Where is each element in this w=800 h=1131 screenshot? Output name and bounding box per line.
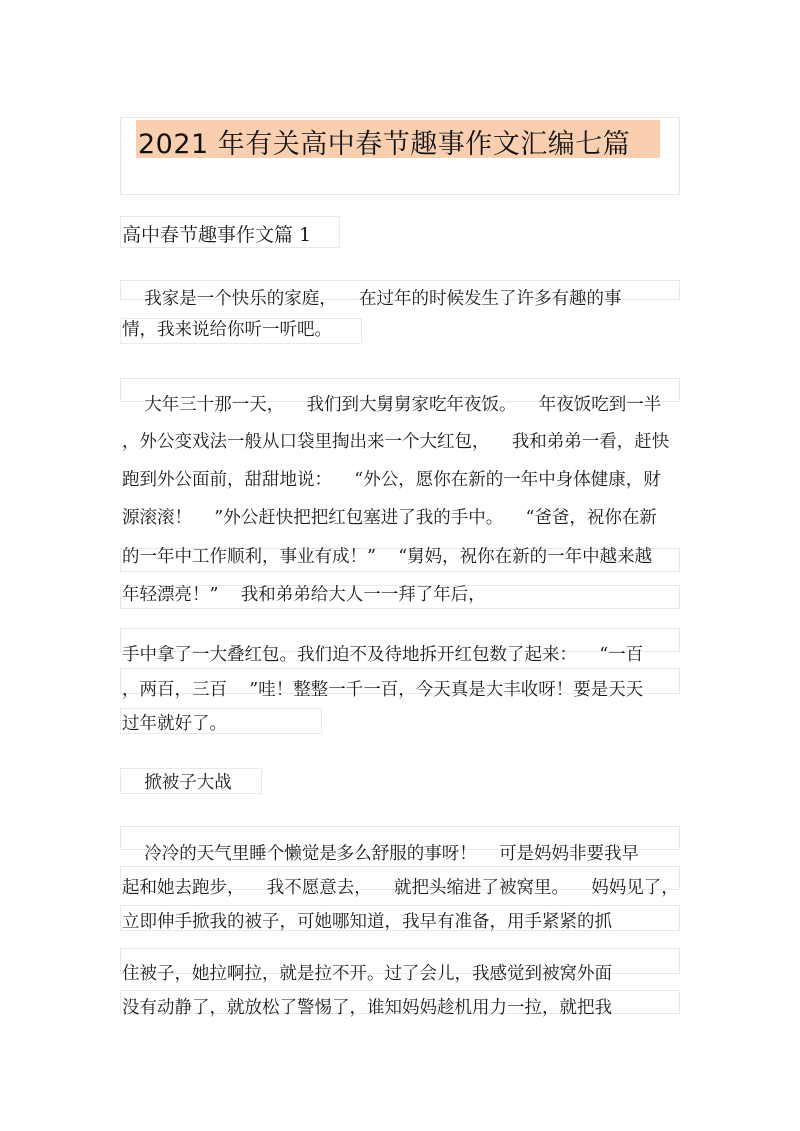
text-line: 住被子，她拉啊拉，就是拉不开。过了会儿，我感觉到被窝外面 <box>122 964 612 984</box>
text-line: 掀被子大战 <box>122 773 232 793</box>
text-line: 手中拿了一大叠红包。我们迫不及待地拆开红包数了起来： “一百 <box>122 645 644 665</box>
document-title: 2021 年有关高中春节趣事作文汇编七篇 <box>138 129 631 160</box>
text-line: 大年三十那一天， 我们到大舅舅家吃年夜饭。 年夜饭吃到一半 <box>122 395 662 415</box>
text-line: 我家是一个快乐的家庭， 在过年的时候发生了许多有趣的事 <box>122 289 622 309</box>
text-line: 冷冷的天气里睡个懒觉是多么舒服的事呀！ 可是妈妈非要我早 <box>122 844 639 864</box>
text-line: 起和她去跑步， 我不愿意去， 就把头缩进了被窝里。 妈妈见了， <box>122 878 679 898</box>
text-line: 立即伸手掀我的被子，可她哪知道，我早有准备，用手紧紧的抓 <box>122 912 612 932</box>
text-line: 情，我来说给你听一听吧。 <box>122 320 332 340</box>
text-line: 年轻漂亮！” 我和弟弟给大人一一拜了年后， <box>122 585 486 605</box>
text-line: ，外公变戏法一般从口袋里掏出来一个大红包， 我和弟弟一看，赶快 <box>122 432 670 452</box>
text-line: 过年就好了。 <box>122 714 227 734</box>
text-line: ，两百，三百 ”哇！整整一千一百，今天真是大丰收呀！要是天天 <box>122 680 644 700</box>
text-line: 跑到外公面前，甜甜地说： “外公，愿你在新的一年中身体健康，财 <box>122 470 661 490</box>
text-line: 源滚滚！ ”外公赶快把把红包塞进了我的手中。 “爸爸，祝你在新 <box>122 508 657 528</box>
section-heading: 高中春节趣事作文篇 1 <box>122 224 312 246</box>
text-line: 没有动静了，就放松了警惕了，谁知妈妈趁机用力一拉，就把我 <box>122 998 612 1018</box>
text-line: 的一年中工作顺利，事业有成！” “舅妈，祝你在新的一年中越来越 <box>122 547 653 567</box>
